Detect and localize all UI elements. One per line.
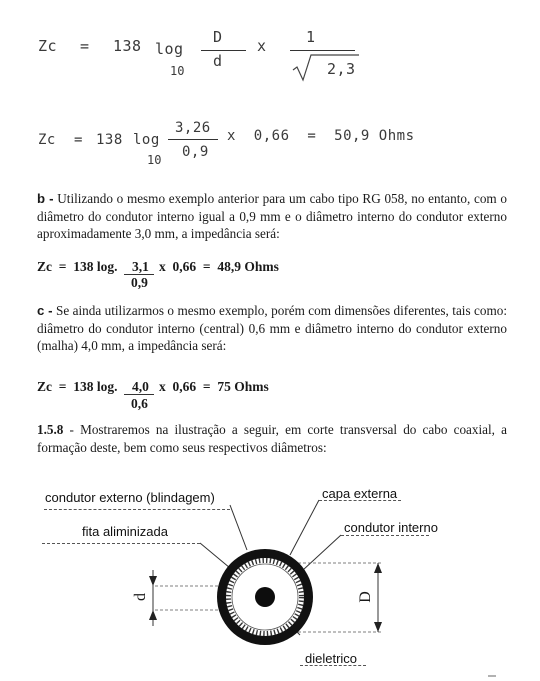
paragraph-158-text: - Mostraremos na ilustração a seguir, em corte transversal do cabo coaxial, a formação deste, bem como seus respectivos diâmetros:: [37, 422, 508, 455]
equation-c-numerator: 4,0: [132, 379, 149, 394]
equation-c-left: Zc = 138 log.: [37, 379, 118, 394]
formula1-numerator: D: [213, 28, 223, 46]
equation-b-right: x 0,66 = 48,9 Ohms: [159, 259, 279, 274]
formula1-denominator: d: [213, 52, 223, 70]
equation-c-fraction-bar: [124, 394, 154, 395]
formula1-root-argument: 2,3: [327, 60, 356, 78]
formula1-numerator-2: 1: [306, 28, 316, 46]
paragraph-c: [37, 302, 507, 355]
dimension-d-label: d: [132, 593, 149, 601]
leader-inner-conductor: [303, 535, 341, 570]
paragraph-b-text: Utilizando o mesmo exemplo anterior para um cabo tipo RG 058, no entanto, com o diâmetro do condutor interno igual a 0,9 mm e o diâmetro interno do condutor externo aproximadamente 3,0 mm, a impedância será:: [37, 191, 507, 241]
label-external-conductor: condutor externo (blindagem): [45, 490, 215, 505]
formula2-base: 10: [147, 153, 162, 167]
label-dielectric: dieletrico: [305, 651, 358, 666]
arrow-up-icon: [374, 563, 382, 573]
paragraph-b-letter: b -: [37, 191, 54, 206]
label-foil: fita aliminizada: [82, 524, 168, 539]
underline-external-conductor: [44, 509, 230, 510]
formula2-coef: 138: [96, 132, 123, 148]
leader-external-conductor: [230, 505, 247, 550]
formula1-coef: 138: [113, 37, 142, 55]
formula2-eq: =: [74, 132, 83, 148]
arrow-down-icon: [149, 576, 157, 586]
formula1-fraction-bar-2: [290, 50, 355, 51]
paragraph-c-text: Se ainda utilizarmos o mesmo exemplo, porém com dimensões diferentes, tais como: diâmetro do condutor interno (central) 0,6 mm e diâmetro interno do condutor externo (malha) 4,0 mm, a impedância será:: [37, 303, 508, 353]
formula1-fraction-bar: [201, 50, 246, 51]
formula2-log: log: [133, 132, 160, 148]
underline-jacket: [319, 500, 401, 501]
arrow-up-icon: [149, 610, 157, 620]
formula2-zc: Zc: [38, 132, 56, 148]
leader-jacket: [290, 500, 319, 555]
formula1-log: log: [155, 40, 184, 58]
formula1-eq: =: [80, 37, 90, 55]
label-inner-conductor: condutor interno: [344, 520, 438, 535]
formula1-base: 10: [170, 64, 185, 78]
equation-c-right: x 0,66 = 75 Ohms: [159, 379, 269, 394]
inner-conductor-core: [255, 587, 275, 607]
formula1-zc: Zc: [38, 37, 58, 55]
dimension-D-label: D: [356, 591, 374, 603]
section-number: 1.5.8: [37, 422, 64, 437]
formula2-fraction-bar: [168, 139, 218, 140]
equation-c-denominator: 0,6: [131, 396, 148, 411]
formula2-numerator: 3,26: [175, 120, 211, 136]
paragraph-158: [37, 421, 507, 456]
equation-b-numerator: 3,1: [132, 259, 149, 274]
label-jacket: capa externa: [322, 486, 398, 501]
formula1-times: x: [257, 37, 267, 55]
paragraph-c-letter: c -: [37, 303, 53, 318]
formula2-denominator: 0,9: [182, 144, 209, 160]
equation-b-denominator: 0,9: [131, 275, 148, 290]
arrow-down-icon: [374, 622, 382, 632]
underline-inner-conductor: [341, 535, 429, 536]
underline-dielectric: [300, 665, 366, 666]
equation-b-left: Zc = 138 log.: [37, 259, 118, 274]
underline-foil: [42, 543, 200, 544]
formula2-result: x 0,66 = 50,9 Ohms: [227, 128, 415, 144]
leader-foil: [200, 543, 230, 568]
paragraph-b: [37, 190, 507, 243]
